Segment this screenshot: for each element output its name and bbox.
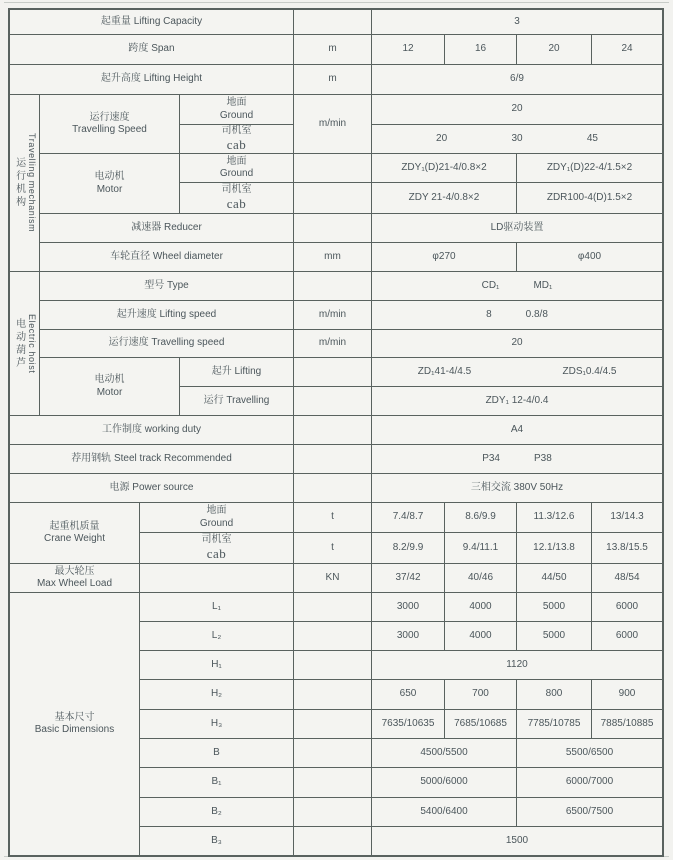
hoist-travelling-speed-label: 运行速度 Travelling speed (40, 330, 294, 358)
page-edge-top (4, 2, 669, 3)
steel-track-p38: P38 (534, 452, 552, 464)
hoist-motor-travelling-value: ZDY₁ 12-4/0.4 (372, 387, 662, 416)
motor-label-zh: 电动机 (94, 374, 125, 385)
span-value-20: 20 (517, 35, 592, 65)
unit-cell (294, 474, 372, 503)
unit-cell (294, 272, 372, 301)
hoist-travelling-speed-unit: m/min (294, 330, 372, 358)
basic-dimensions-label-en: Basic Dimensions (34, 724, 115, 735)
crane-weight-cab-sublabel (140, 533, 294, 564)
max-wheel-load-value-1: 37/42 (372, 564, 445, 593)
dim-h1-value: 1120 (372, 651, 662, 680)
dim-h2-value-3: 800 (517, 680, 592, 710)
dim-b2-value-1: 5400/6400 (372, 798, 517, 827)
group-label-zh: 运行机构 (13, 157, 25, 209)
travelling-speed-ground-value: 20 (372, 95, 662, 125)
lifting-height-value: 6/9 (372, 65, 662, 95)
crane-weight-ground-value-3: 11.3/12.6 (517, 503, 592, 533)
travelling-speed-label-zh: 运行速度 (89, 111, 130, 123)
hoist-motor-lifting-1: ZD₁41-4/4.5 (417, 365, 472, 377)
crane-weight-ground-value-4: 13/14.3 (592, 503, 662, 533)
unit-cell (294, 622, 372, 651)
dim-l2-value-4: 6000 (592, 622, 662, 651)
span-value-12: 12 (372, 35, 445, 65)
dim-b1-label: B₁ (140, 768, 294, 798)
ground-en: Ground (219, 168, 254, 179)
max-wheel-load-value-2: 40/46 (445, 564, 517, 593)
dim-l1-label: L₁ (140, 593, 294, 622)
wheel-diameter-label: 车轮直径 Wheel diameter (40, 243, 294, 272)
dim-h3-value-2: 7685/10685 (445, 710, 517, 739)
crane-weight-cab-value-2: 9.4/11.1 (445, 533, 517, 564)
working-duty-value: A4 (372, 416, 662, 445)
basic-dimensions-label-zh: 基本尺寸 (54, 711, 95, 723)
cab-speed-3: 45 (586, 132, 598, 144)
crane-weight-ground-sublabel (140, 503, 294, 533)
dim-h3-value-1: 7635/10635 (372, 710, 445, 739)
dim-b-value-2: 5500/6500 (517, 739, 662, 768)
hoist-lifting-speed-values (372, 301, 662, 330)
unit-cell (294, 768, 372, 798)
hoist-motor-label (40, 358, 180, 416)
unit-cell (294, 827, 372, 855)
crane-weight-cab-unit: t (294, 533, 372, 564)
span-unit: m (294, 35, 372, 65)
cab-en: cab (206, 546, 227, 562)
dim-h3-value-4: 7885/10885 (592, 710, 662, 739)
basic-dimensions-label (10, 593, 140, 855)
dim-l2-value-1: 3000 (372, 622, 445, 651)
hoist-type-values (372, 272, 662, 301)
dim-b3-value: 1500 (505, 834, 529, 846)
lifting-speed-1: 8 (486, 308, 492, 320)
reducer-label: 减速器 Reducer (40, 214, 294, 243)
motor-label-en: Motor (96, 183, 123, 195)
unit-cell (294, 739, 372, 768)
dim-b2-value-2: 6500/7500 (517, 798, 662, 827)
cab-zh: 司机室 (221, 183, 252, 195)
dim-l1-value-1: 3000 (372, 593, 445, 622)
travelling-mechanism-group-label (10, 95, 40, 272)
reducer-value: LD驱动装置 (372, 214, 662, 243)
crane-weight-label-en: Crane Weight (44, 533, 105, 544)
unit-cell (294, 416, 372, 445)
dim-b3-label: B₃ (140, 827, 294, 855)
unit-cell (294, 710, 372, 739)
dim-h3-value-3: 7785/10785 (517, 710, 592, 739)
max-wheel-load-label-zh: 最大轮压 (54, 565, 95, 577)
unit-cell (294, 154, 372, 183)
hoist-motor-lifting-2: ZDS₁0.4/4.5 (562, 365, 617, 377)
max-wheel-load-label (10, 564, 140, 593)
working-duty-label: 工作制度 working duty (10, 416, 294, 445)
dim-b2-label: B₂ (140, 798, 294, 827)
dim-b1-value-2: 6000/7000 (517, 768, 662, 798)
wheel-diameter-unit: mm (294, 243, 372, 272)
max-wheel-load-value-4: 48/54 (592, 564, 662, 593)
crane-weight-cab-value-3: 12.1/13.8 (517, 533, 592, 564)
steel-track-p34: P34 (482, 452, 500, 464)
unit-cell (294, 445, 372, 474)
dim-l2-label: L₂ (140, 622, 294, 651)
hoist-motor-lifting-values (372, 358, 662, 387)
dim-h2-value-4: 900 (592, 680, 662, 710)
dim-h3-label: H₃ (140, 710, 294, 739)
crane-weight-label (10, 503, 140, 564)
cab-speed-1: 20 (436, 132, 448, 144)
ground-en: Ground (199, 517, 234, 529)
dim-b1-value-1: 5000/6000 (372, 768, 517, 798)
dim-l1-value-3: 5000 (517, 593, 592, 622)
unit-cell (294, 214, 372, 243)
group-label-zh: 电动葫芦 (13, 317, 25, 370)
wheel-diameter-value-1: φ270 (372, 243, 517, 272)
unit-cell (294, 387, 372, 416)
dim-h2-label: H₂ (140, 680, 294, 710)
dim-b-label: B (140, 739, 294, 768)
dim-h1-label: H₁ (140, 651, 294, 680)
crane-weight-ground-unit: t (294, 503, 372, 533)
span-label: 跨度 Span (10, 35, 294, 65)
motor-label-zh: 电动机 (94, 171, 125, 182)
ground-en: Ground (219, 109, 254, 121)
ground-zh: 地面 (206, 505, 227, 516)
max-wheel-load-value-3: 44/50 (517, 564, 592, 593)
hoist-type-cd: CD₁ (481, 279, 500, 291)
lifting-height-unit: m (294, 65, 372, 95)
hoist-lifting-speed-unit: m/min (294, 301, 372, 330)
travelling-motor-ground-value-1: ZDY₁(D)21-4/0.8×2 (372, 154, 517, 183)
hoist-lifting-speed-label: 起升速度 Lifting speed (40, 301, 294, 330)
travelling-motor-cab-sublabel (180, 183, 294, 214)
ground-zh: 地面 (226, 97, 247, 108)
hoist-type-label: 型号 Type (40, 272, 294, 301)
unit-cell (294, 651, 372, 680)
span-value-16: 16 (445, 35, 517, 65)
group-label-en: Travelling mechanism (26, 133, 37, 233)
dim-h2-value-2: 700 (445, 680, 517, 710)
span-value-24: 24 (592, 35, 662, 65)
crane-weight-cab-value-4: 13.8/15.5 (592, 533, 662, 564)
dim-l2-value-3: 5000 (517, 622, 592, 651)
max-wheel-load-unit: KN (294, 564, 372, 593)
travelling-speed-ground-sublabel (180, 95, 294, 125)
cab-zh: 司机室 (221, 125, 252, 136)
cab-speed-2: 30 (511, 132, 523, 144)
group-label-en: Electric hoist (26, 313, 37, 374)
travelling-motor-label (40, 154, 180, 214)
unit-cell (294, 593, 372, 622)
dim-h2-value-1: 650 (372, 680, 445, 710)
unit-cell (294, 680, 372, 710)
unit-cell (294, 183, 372, 214)
crane-weight-label-zh: 起重机质量 (49, 520, 100, 532)
crane-weight-cab-value-1: 8.2/9.9 (372, 533, 445, 564)
travelling-speed-label-en: Travelling Speed (72, 124, 147, 135)
hoist-type-md: MD₁ (533, 279, 553, 291)
travelling-motor-ground-value-2: ZDY₁(D)22-4/1.5×2 (517, 154, 662, 183)
cab-zh: 司机室 (201, 533, 232, 545)
cab-en: cab (226, 196, 247, 212)
steel-track-label: 荐用钢轨 Steel track Recommended (10, 445, 294, 474)
power-source-value: 三相交流 380V 50Hz (372, 474, 662, 503)
travelling-speed-label (40, 95, 180, 154)
travelling-motor-cab-value-1: ZDY 21-4/0.8×2 (372, 183, 517, 214)
travelling-speed-unit: m/min (294, 95, 372, 154)
capacity-value: 3 (372, 10, 662, 35)
motor-label-en: Motor (96, 386, 123, 398)
power-source-label: 电源 Power source (10, 474, 294, 503)
steel-track-values (372, 445, 662, 474)
hoist-motor-lifting-sublabel: 起升 Lifting (180, 358, 294, 387)
travelling-speed-cab-values (372, 125, 662, 154)
dim-l2-value-2: 4000 (445, 622, 517, 651)
electric-hoist-group-label (10, 272, 40, 416)
empty-sub-cell (140, 564, 294, 593)
crane-weight-ground-value-2: 8.6/9.9 (445, 503, 517, 533)
travelling-motor-cab-value-2: ZDR100-4(D)1.5×2 (517, 183, 662, 214)
wheel-diameter-value-2: φ400 (517, 243, 662, 272)
travelling-speed-cab-sublabel (180, 125, 294, 154)
specification-table (8, 8, 664, 857)
lifting-speed-2: 0.8/8 (525, 308, 548, 320)
dim-b-value-1: 4500/5500 (372, 739, 517, 768)
unit-cell (294, 798, 372, 827)
crane-weight-ground-value-1: 7.4/8.7 (372, 503, 445, 533)
hoist-motor-travelling-sublabel: 运行 Travelling (180, 387, 294, 416)
hoist-travelling-speed-value: 20 (372, 330, 662, 358)
dim-l1-value-4: 6000 (592, 593, 662, 622)
travelling-motor-ground-sublabel (180, 154, 294, 183)
lifting-height-label: 起升高度 Lifting Height (10, 65, 294, 95)
max-wheel-load-label-en: Max Wheel Load (36, 578, 113, 589)
ground-zh: 地面 (226, 155, 247, 167)
unit-cell (294, 358, 372, 387)
cab-en: cab (226, 137, 247, 153)
dim-l1-value-2: 4000 (445, 593, 517, 622)
capacity-unit-cell (294, 10, 372, 35)
capacity-label: 起重量 Lifting Capacity (10, 10, 294, 35)
